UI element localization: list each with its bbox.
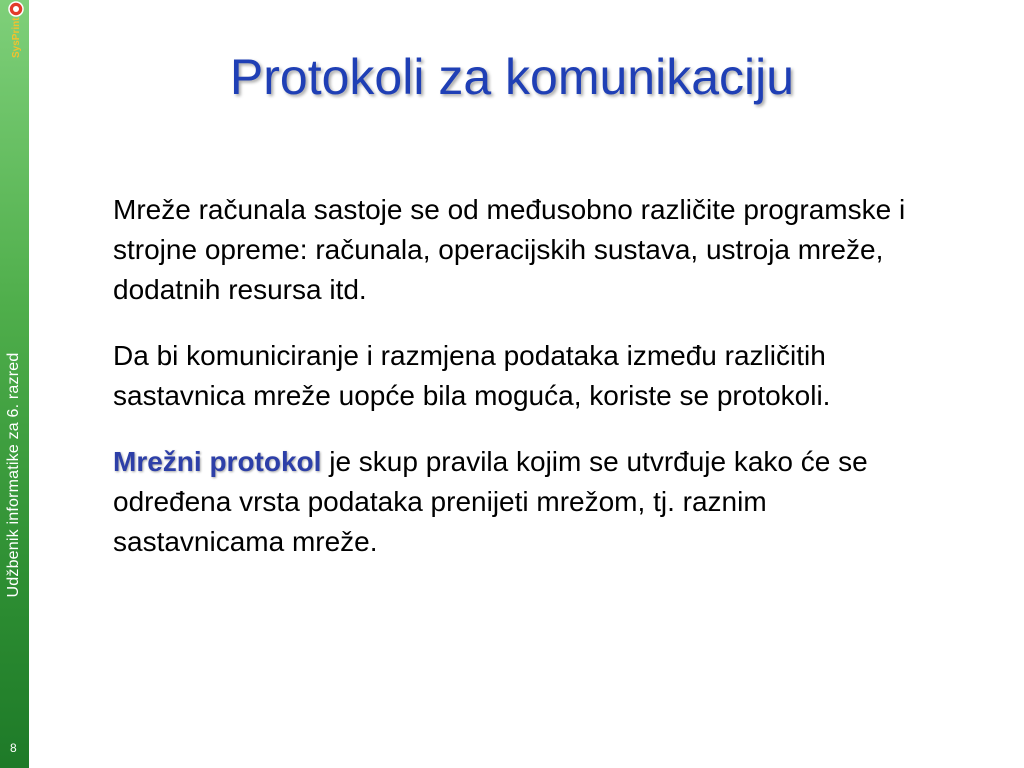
logo-text: SysPrint (11, 17, 22, 58)
slide-title: Protokoli za komunikaciju (229, 49, 795, 105)
definition-term: Mrežni protokol (113, 446, 322, 477)
definition-paragraph (113, 442, 913, 562)
slide-content (113, 190, 913, 588)
paragraph-2: Da bi komuniciranje i razmjena podataka između različitih sastavnica mreže uopće bila moguća, koriste se protokoli. (113, 340, 831, 411)
side-caption: Udžbenik informatike za 6. razred (5, 352, 22, 598)
definition-text: je skup pravila kojim se utvrđuje kako će se određena vrsta podataka prenijeti mrežom, tj. raznim sastavnicama mreže. (113, 446, 868, 557)
paragraph-1: Mreže računala sastoje se od međusobno različite programske i strojne opreme: računala, operacijskih sustava, ustroja mreže, dodatnih resursa itd. (113, 194, 906, 305)
side-bar (0, 0, 29, 768)
page-number: 8 (10, 741, 17, 755)
